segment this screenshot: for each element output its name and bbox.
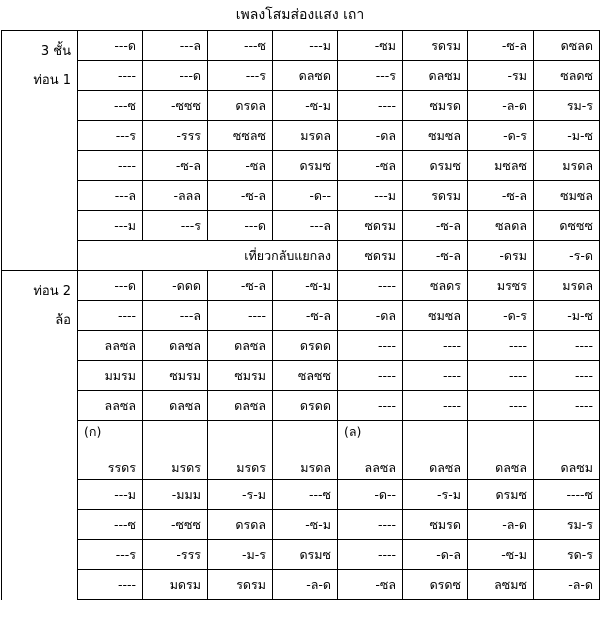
table-row bbox=[2, 510, 600, 540]
note-cell: ---ม bbox=[78, 480, 143, 510]
note-cell: ดรมซ bbox=[403, 151, 468, 181]
table-row bbox=[2, 211, 600, 241]
note-text: ดลซล bbox=[495, 460, 527, 475]
note-cell: ---- bbox=[338, 510, 403, 540]
note-cell: ---- bbox=[534, 361, 600, 391]
note-cell: ---- bbox=[338, 391, 403, 421]
marked-row bbox=[2, 421, 600, 480]
note-cell: ซมรม bbox=[143, 361, 208, 391]
turn-label: เที่ยวกลับแยกลง bbox=[78, 241, 338, 271]
note-cell: -ซ-ล bbox=[273, 301, 338, 331]
note-text: ดลซม bbox=[560, 460, 593, 475]
note-cell: -ม-ซ bbox=[534, 121, 600, 151]
note-cell: ดลซม bbox=[403, 61, 468, 91]
note-cell: ดรดล bbox=[208, 91, 273, 121]
note-cell: -ซ-ม bbox=[468, 540, 534, 570]
note-cell bbox=[468, 421, 534, 480]
note-cell: ---ล bbox=[78, 181, 143, 211]
note-cell: ---ล bbox=[143, 301, 208, 331]
note-cell: ---ม bbox=[78, 211, 143, 241]
note-cell: มมรม bbox=[78, 361, 143, 391]
note-cell: -รรร bbox=[143, 540, 208, 570]
note-cell: ซลซซ bbox=[273, 361, 338, 391]
note-cell: -ซซซ bbox=[143, 91, 208, 121]
note-cell: ดซซซ bbox=[534, 211, 600, 241]
note-cell: -ดดด bbox=[143, 271, 208, 301]
note-cell: ดรมซ bbox=[273, 540, 338, 570]
note-cell: ---- bbox=[78, 570, 143, 600]
note-cell: ---ด bbox=[78, 31, 143, 61]
mark-spacer bbox=[474, 422, 527, 437]
note-cell: ---ร bbox=[78, 540, 143, 570]
turn-row bbox=[2, 241, 600, 271]
section-1-label-line: ท่อน 1 bbox=[33, 73, 71, 88]
note-cell: -ด-ล bbox=[403, 540, 468, 570]
note-cell: -ด-ร bbox=[468, 121, 534, 151]
note-cell: ---ซ bbox=[273, 480, 338, 510]
table-row bbox=[2, 570, 600, 600]
note-cell: -รรร bbox=[143, 121, 208, 151]
note-cell: ---ซ bbox=[78, 91, 143, 121]
note-cell: ซมซล bbox=[403, 121, 468, 151]
note-cell: ซมซล bbox=[534, 181, 600, 211]
table-row bbox=[2, 121, 600, 151]
note-cell: -ซ-ล bbox=[403, 211, 468, 241]
note-cell: ---ร bbox=[338, 61, 403, 91]
note-cell: ---ล bbox=[143, 31, 208, 61]
mark-spacer bbox=[214, 422, 266, 437]
note-cell: -ล-ด bbox=[273, 570, 338, 600]
table-row bbox=[2, 391, 600, 421]
note-cell: -ด-ร bbox=[468, 301, 534, 331]
note-cell: ซมรด bbox=[403, 510, 468, 540]
note-cell: ---- bbox=[208, 301, 273, 331]
note-cell: ดลซล bbox=[143, 331, 208, 361]
section-2-label-line: ล้อ bbox=[55, 313, 71, 328]
note-cell: ดลซล bbox=[208, 391, 273, 421]
note-cell: -ซล bbox=[338, 570, 403, 600]
note-cell: ---- bbox=[403, 331, 468, 361]
table-row bbox=[2, 540, 600, 570]
mark-spacer bbox=[409, 422, 461, 437]
note-cell: -ซ-ม bbox=[273, 271, 338, 301]
section-1-label bbox=[2, 31, 78, 271]
note-cell: ---- bbox=[78, 151, 143, 181]
note-cell: รดรม bbox=[403, 181, 468, 211]
note-cell: ดลซล bbox=[208, 331, 273, 361]
note-text: มรดร bbox=[171, 460, 201, 475]
note-cell: ดรมซ bbox=[468, 480, 534, 510]
note-cell: มซลซ bbox=[468, 151, 534, 181]
note-cell: -ล-ด bbox=[468, 91, 534, 121]
note-cell: -ซม bbox=[338, 31, 403, 61]
note-cell: -ซ-ม bbox=[273, 91, 338, 121]
note-cell: ---- bbox=[338, 540, 403, 570]
note-cell: ---- bbox=[78, 61, 143, 91]
note-cell: ลลซล bbox=[78, 331, 143, 361]
section-1-label-line: 3 ชั้น bbox=[40, 44, 71, 59]
section-1 bbox=[2, 31, 600, 271]
note-cell: ดรดล bbox=[208, 510, 273, 540]
note-text: ลลซล bbox=[364, 460, 396, 475]
table-row bbox=[2, 181, 600, 211]
note-cell: ---- bbox=[338, 361, 403, 391]
note-cell: ซมรด bbox=[403, 91, 468, 121]
note-cell: -ซ-ล bbox=[468, 181, 534, 211]
note-cell: ซลดร bbox=[403, 271, 468, 301]
note-cell: ซลดล bbox=[468, 211, 534, 241]
note-cell: รดรม bbox=[208, 570, 273, 600]
note-cell: ---ม bbox=[273, 31, 338, 61]
notation-table bbox=[1, 30, 600, 600]
note-cell: -ซ-ม bbox=[273, 510, 338, 540]
note-cell: -ร-ม bbox=[403, 480, 468, 510]
note-text: มรดร bbox=[236, 460, 266, 475]
note-cell: ---ซ bbox=[78, 510, 143, 540]
section-mark-b: (ล) bbox=[344, 424, 362, 439]
note-cell: ---- bbox=[468, 361, 534, 391]
note-cell: ดลซด bbox=[273, 61, 338, 91]
note-cell: ดซลด bbox=[534, 31, 600, 61]
note-cell: ---- bbox=[403, 361, 468, 391]
note-cell: มดรม bbox=[143, 570, 208, 600]
note-cell: ซลดซ bbox=[534, 61, 600, 91]
note-cell: ---ร bbox=[143, 211, 208, 241]
note-cell: ดลซล bbox=[143, 391, 208, 421]
note-cell: -ซ-ล bbox=[468, 31, 534, 61]
note-cell: ---ด bbox=[208, 211, 273, 241]
note-cell: ---- bbox=[468, 331, 534, 361]
note-cell: -ซล bbox=[208, 151, 273, 181]
note-cell: ---- bbox=[403, 391, 468, 421]
table-row bbox=[2, 480, 600, 510]
note-cell: ---ด bbox=[143, 61, 208, 91]
note-cell: มรดล bbox=[534, 271, 600, 301]
note-cell: -ล-ด bbox=[534, 570, 600, 600]
note-cell: -ร-ด bbox=[534, 241, 600, 271]
note-cell: -ซ-ล bbox=[143, 151, 208, 181]
note-cell: ซดรม bbox=[338, 211, 403, 241]
table-row bbox=[2, 31, 600, 61]
note-cell: รม-ร bbox=[534, 91, 600, 121]
page-title: เพลงโสมส่องแสง เถา bbox=[235, 7, 365, 23]
note-cell: ---- bbox=[338, 271, 403, 301]
section-2 bbox=[2, 271, 600, 600]
note-cell: -ซ-ล bbox=[208, 181, 273, 211]
note-cell: ดรดด bbox=[273, 331, 338, 361]
note-cell bbox=[403, 421, 468, 480]
note-cell: -ล-ด bbox=[468, 510, 534, 540]
note-cell: -ดล bbox=[338, 301, 403, 331]
note-cell: ดรดด bbox=[273, 391, 338, 421]
note-cell: รม-ร bbox=[534, 510, 600, 540]
note-cell: -ม-ร bbox=[208, 540, 273, 570]
note-cell: -รม bbox=[468, 61, 534, 91]
table-row bbox=[2, 91, 600, 121]
note-cell: ---ล bbox=[273, 211, 338, 241]
note-cell: ซซลซ bbox=[208, 121, 273, 151]
note-text: ดลซล bbox=[429, 460, 461, 475]
table-row bbox=[2, 61, 600, 91]
note-cell: ดรมซ bbox=[273, 151, 338, 181]
note-cell: ซดรม bbox=[338, 241, 403, 271]
note-cell: ---- bbox=[78, 301, 143, 331]
note-cell: ---- bbox=[534, 391, 600, 421]
note-cell: รดรม bbox=[403, 31, 468, 61]
note-cell: ---ม bbox=[338, 181, 403, 211]
note-cell bbox=[208, 421, 273, 480]
note-cell: -ด-- bbox=[338, 480, 403, 510]
note-cell: -ม-ซ bbox=[534, 301, 600, 331]
note-cell: -ซล bbox=[338, 151, 403, 181]
section-2-label bbox=[2, 271, 78, 600]
mark-spacer bbox=[540, 422, 593, 437]
table-row bbox=[2, 361, 600, 391]
note-cell: ---- bbox=[338, 331, 403, 361]
note-cell: ดรดซ bbox=[403, 570, 468, 600]
section-mark-a: (ก) bbox=[84, 424, 102, 439]
note-text: มรดล bbox=[300, 460, 331, 475]
note-cell: ซมรม bbox=[208, 361, 273, 391]
section-2-label-line: ท่อน 2 bbox=[33, 284, 71, 299]
note-cell: ---ซ bbox=[208, 31, 273, 61]
note-cell: ลซมซ bbox=[468, 570, 534, 600]
table-row bbox=[2, 331, 600, 361]
table-row bbox=[2, 271, 600, 301]
note-cell bbox=[273, 421, 338, 480]
note-cell bbox=[534, 421, 600, 480]
note-cell: ---ด bbox=[78, 271, 143, 301]
mark-spacer bbox=[279, 422, 331, 437]
note-cell: -ดรม bbox=[468, 241, 534, 271]
note-cell: -ร-ม bbox=[208, 480, 273, 510]
note-cell: มรดล bbox=[273, 121, 338, 151]
note-cell: -มมม bbox=[143, 480, 208, 510]
note-cell: ---- bbox=[468, 391, 534, 421]
note-cell: ----ซ bbox=[534, 480, 600, 510]
note-cell: -ดล bbox=[338, 121, 403, 151]
note-cell: -ด-- bbox=[273, 181, 338, 211]
note-cell: ซมซล bbox=[403, 301, 468, 331]
note-cell: ---- bbox=[338, 91, 403, 121]
note-cell bbox=[143, 421, 208, 480]
note-cell bbox=[78, 421, 143, 480]
note-cell: ลลซล bbox=[78, 391, 143, 421]
note-cell: ---ร bbox=[208, 61, 273, 91]
note-cell: -ซซซ bbox=[143, 510, 208, 540]
mark-spacer bbox=[149, 422, 201, 437]
table-row bbox=[2, 151, 600, 181]
table-row bbox=[2, 301, 600, 331]
note-cell: รด-ร bbox=[534, 540, 600, 570]
note-cell: มรดล bbox=[534, 151, 600, 181]
note-cell: ---ร bbox=[78, 121, 143, 151]
note-cell: -ซ-ล bbox=[208, 271, 273, 301]
note-cell: มรซร bbox=[468, 271, 534, 301]
note-cell: -ลลล bbox=[143, 181, 208, 211]
note-cell: ---- bbox=[534, 331, 600, 361]
note-text: รรดร bbox=[107, 460, 136, 475]
note-cell bbox=[338, 421, 403, 480]
note-cell: -ซ-ล bbox=[403, 241, 468, 271]
